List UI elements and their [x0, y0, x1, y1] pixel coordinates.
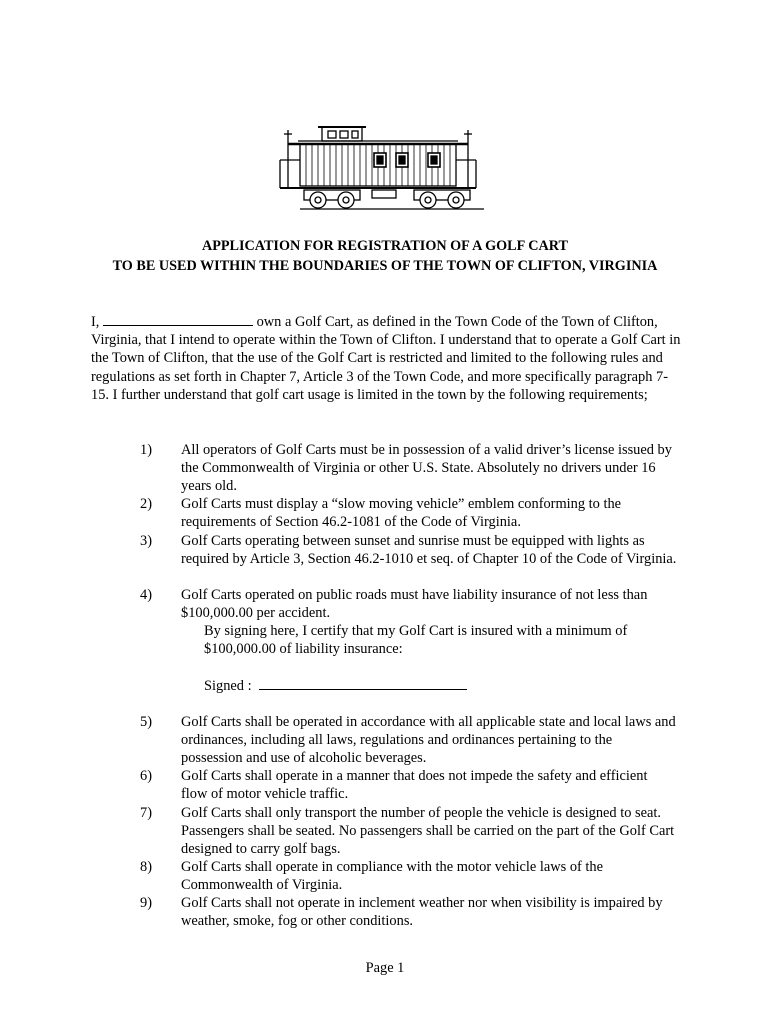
page-number: Page 1 [365, 960, 405, 976]
list-item-text: All operators of Golf Carts must be in possession of a valid driver’s license issued by the Commonwealth of Virginia or other U.S. State. Absolutely no drivers under 16 years old. [181, 442, 672, 495]
list-item-text: Golf Carts shall operate in a manner that does not impede the safety and efficient flow of motor vehicle traffic. [181, 768, 648, 803]
list-item-number: 8) [140, 859, 152, 875]
insurance-certification: By signing here, I certify that my Golf Cart is insured with a minimum of $100,000.00 of liability insurance: [204, 623, 628, 658]
list-item-text: Golf Carts must display a “slow moving vehicle” emblem conforming to the requirements of Section 46.2-1081 of the Code of Virginia. [181, 496, 622, 531]
form-title-line2: TO BE USED WITHIN THE BOUNDARIES OF THE TOWN OF CLIFTON, VIRGINIA [112, 258, 658, 274]
signed-label: Signed : [204, 678, 256, 694]
intro-paragraph [91, 313, 683, 404]
list-item-number: 5) [140, 714, 152, 730]
list-item-number: 4) [140, 587, 152, 603]
list-item-text: Golf Carts shall be operated in accordance with all applicable state and local laws and ordinances, including all laws, regulations and ordinances pertaining to the possession and use of alcoholic beverages. [181, 714, 676, 767]
owner-name-field[interactable] [103, 313, 253, 326]
list-item-number: 9) [140, 895, 152, 911]
signature-field[interactable] [259, 677, 467, 690]
list-item-number: 7) [140, 805, 152, 821]
intro-prefix: I, [91, 314, 103, 330]
list-item-text: Golf Carts shall only transport the number of people the vehicle is designed to seat. Passengers shall be seated. No passengers shall be carried on the part of the Golf Cart designed to carry golf bags. [181, 805, 675, 858]
list-item-number: 3) [140, 533, 152, 549]
intro-text: own a Golf Cart, as defined in the Town Code of the Town of Clifton, Virginia, that I intend to operate within the Town of Clifton. I understand that to operate a Golf Cart in the Town of Clifton, that the use of the Golf Cart is restricted and limited to the following rules and regulations as set forth in Chapter 7, Article 3 of the Town Code, and more specifically paragraph 7-15. I further understand that golf cart usage is limited in the town by the following requirements; [91, 314, 681, 403]
signature-row [204, 677, 467, 695]
list-item-number: 6) [140, 768, 152, 784]
form-title-line1: APPLICATION FOR REGISTRATION OF A GOLF CART [201, 238, 569, 254]
list-item-text: Golf Carts shall not operate in inclement weather nor when visibility is impaired by weather, smoke, fog or other conditions. [181, 895, 663, 930]
list-item-text: Golf Carts operated on public roads must have liability insurance of not less than $100,000.00 per accident. [181, 587, 648, 622]
list-item-number: 2) [140, 496, 152, 512]
list-item-text: Golf Carts shall operate in compliance with the motor vehicle laws of the Commonwealth of Virginia. [181, 859, 604, 894]
caboose-train-icon [276, 120, 484, 212]
list-item-text: Golf Carts operating between sunset and sunrise must be equipped with lights as required by Article 3, Section 46.2-1010 et seq. of Chapter 10 of the Code of Virginia. [181, 533, 677, 568]
list-item-number: 1) [140, 442, 152, 458]
